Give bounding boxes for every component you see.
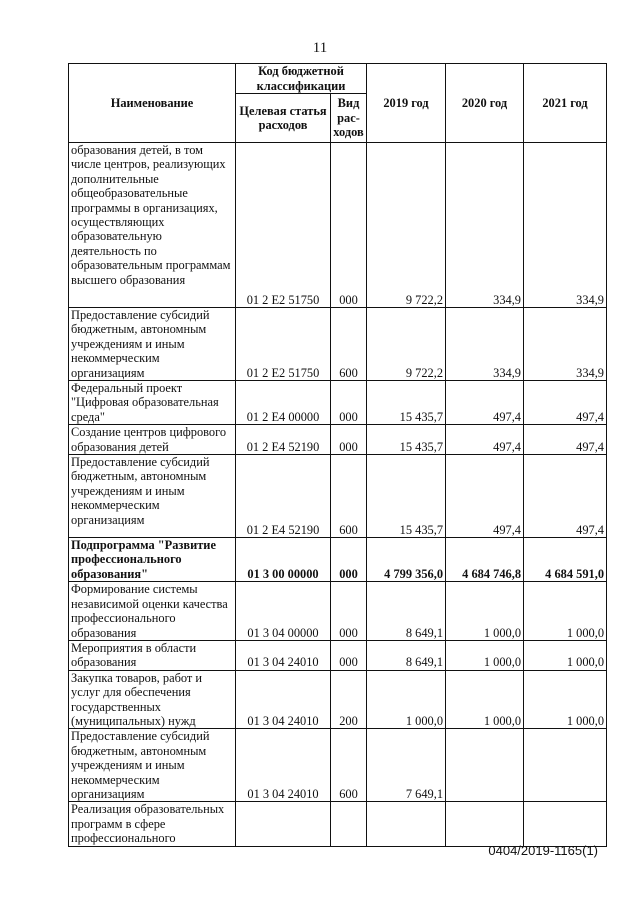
table-row [69, 143, 607, 308]
table-row [69, 455, 607, 538]
row-2021-cell: 4 684 591,0 [524, 538, 607, 582]
row-2019-cell: 15 435,7 [367, 455, 446, 538]
row-2020-cell: 334,9 [446, 308, 524, 381]
row-2020-cell: 1 000,0 [446, 640, 524, 670]
row-2019-cell: 9 722,2 [367, 308, 446, 381]
row-2021-cell [524, 729, 607, 802]
header-2020: 2020 год [446, 64, 524, 143]
row-type-cell: 000 [331, 582, 367, 641]
row-code-cell: 01 2 E2 51750 [236, 308, 331, 381]
header-name: Наименование [69, 64, 236, 143]
table-row [69, 308, 607, 381]
row-2021-cell: 497,4 [524, 455, 607, 538]
row-type-cell: 000 [331, 143, 367, 308]
row-name-cell: Закупка товаров, работ и услуг для обеспечения государственных (муниципальных) нужд [69, 670, 236, 729]
row-code-cell: 01 2 E4 52190 [236, 455, 331, 538]
row-2020-cell [446, 729, 524, 802]
row-name-cell: образования детей, в том числе центров, реализующих дополнительные общеобразовательные программы в организациях, осуществляющих образовательную деятельность по образовательным программам высшего образования [69, 143, 236, 308]
row-2019-cell: 9 722,2 [367, 143, 446, 308]
row-name-cell: Предоставление субсидий бюджетным, автономным учреждениям и иным некоммерческим организациям [69, 308, 236, 381]
row-type-cell: 600 [331, 308, 367, 381]
row-type-cell: 200 [331, 670, 367, 729]
table-row [69, 640, 607, 670]
row-2021-cell: 497,4 [524, 425, 607, 455]
header-type: Вид рас-ходов [331, 94, 367, 143]
row-type-cell: 000 [331, 381, 367, 425]
row-2019-cell: 1 000,0 [367, 670, 446, 729]
row-2019-cell: 8 649,1 [367, 582, 446, 641]
row-2019-cell: 4 799 356,0 [367, 538, 446, 582]
row-2021-cell: 334,9 [524, 143, 607, 308]
row-2021-cell: 497,4 [524, 381, 607, 425]
row-name-cell: Подпрограмма "Развитие профессионального образования" [69, 538, 236, 582]
row-2021-cell: 1 000,0 [524, 670, 607, 729]
row-2021-cell [524, 802, 607, 846]
table-row [69, 802, 607, 846]
row-name-cell: Предоставление субсидий бюджетным, автономным учреждениям и иным некоммерческим организациям [69, 455, 236, 538]
row-name-cell: Реализация образовательных программ в сфере профессионального [69, 802, 236, 846]
row-code-cell: 01 3 04 24010 [236, 640, 331, 670]
document-code: 0404/2019-1165(1) [488, 843, 598, 858]
row-code-cell: 01 2 E2 51750 [236, 143, 331, 308]
row-2019-cell: 8 649,1 [367, 640, 446, 670]
row-code-cell [236, 802, 331, 846]
row-type-cell: 000 [331, 640, 367, 670]
row-2020-cell [446, 802, 524, 846]
table-row [69, 538, 607, 582]
row-type-cell [331, 802, 367, 846]
row-2020-cell: 1 000,0 [446, 582, 524, 641]
row-2020-cell: 497,4 [446, 425, 524, 455]
row-2021-cell: 334,9 [524, 308, 607, 381]
row-2021-cell: 1 000,0 [524, 640, 607, 670]
row-name-cell: Создание центров цифрового образования детей [69, 425, 236, 455]
row-code-cell: 01 3 04 24010 [236, 729, 331, 802]
table-row [69, 670, 607, 729]
row-2020-cell: 497,4 [446, 381, 524, 425]
row-2019-cell: 15 435,7 [367, 425, 446, 455]
table-body [69, 143, 607, 847]
row-type-cell: 600 [331, 729, 367, 802]
row-code-cell: 01 3 04 24010 [236, 670, 331, 729]
row-type-cell: 000 [331, 425, 367, 455]
budget-table [68, 63, 607, 847]
table-row [69, 582, 607, 641]
row-2019-cell: 7 649,1 [367, 729, 446, 802]
row-code-cell: 01 2 E4 00000 [236, 381, 331, 425]
row-2020-cell: 4 684 746,8 [446, 538, 524, 582]
table-row [69, 729, 607, 802]
row-2021-cell: 1 000,0 [524, 582, 607, 641]
row-type-cell: 000 [331, 538, 367, 582]
row-name-cell: Формирование системы независимой оценки качества профессионального образования [69, 582, 236, 641]
header-2019: 2019 год [367, 64, 446, 143]
row-code-cell: 01 2 E4 52190 [236, 425, 331, 455]
row-code-cell: 01 3 04 00000 [236, 582, 331, 641]
row-2020-cell: 497,4 [446, 455, 524, 538]
row-2020-cell: 334,9 [446, 143, 524, 308]
row-2020-cell: 1 000,0 [446, 670, 524, 729]
header-target: Целевая статья расходов [236, 94, 331, 143]
row-name-cell: Федеральный проект "Цифровая образовательная среда" [69, 381, 236, 425]
header-code-group: Код бюджетной классификации [236, 64, 367, 94]
row-type-cell: 600 [331, 455, 367, 538]
row-code-cell: 01 3 00 00000 [236, 538, 331, 582]
header-2021: 2021 год [524, 64, 607, 143]
table-row [69, 381, 607, 425]
row-2019-cell [367, 802, 446, 846]
row-name-cell: Мероприятия в области образования [69, 640, 236, 670]
table-row [69, 425, 607, 455]
page-number: 11 [312, 40, 328, 56]
row-name-cell: Предоставление субсидий бюджетным, автономным учреждениям и иным некоммерческим организациям [69, 729, 236, 802]
row-2019-cell: 15 435,7 [367, 381, 446, 425]
